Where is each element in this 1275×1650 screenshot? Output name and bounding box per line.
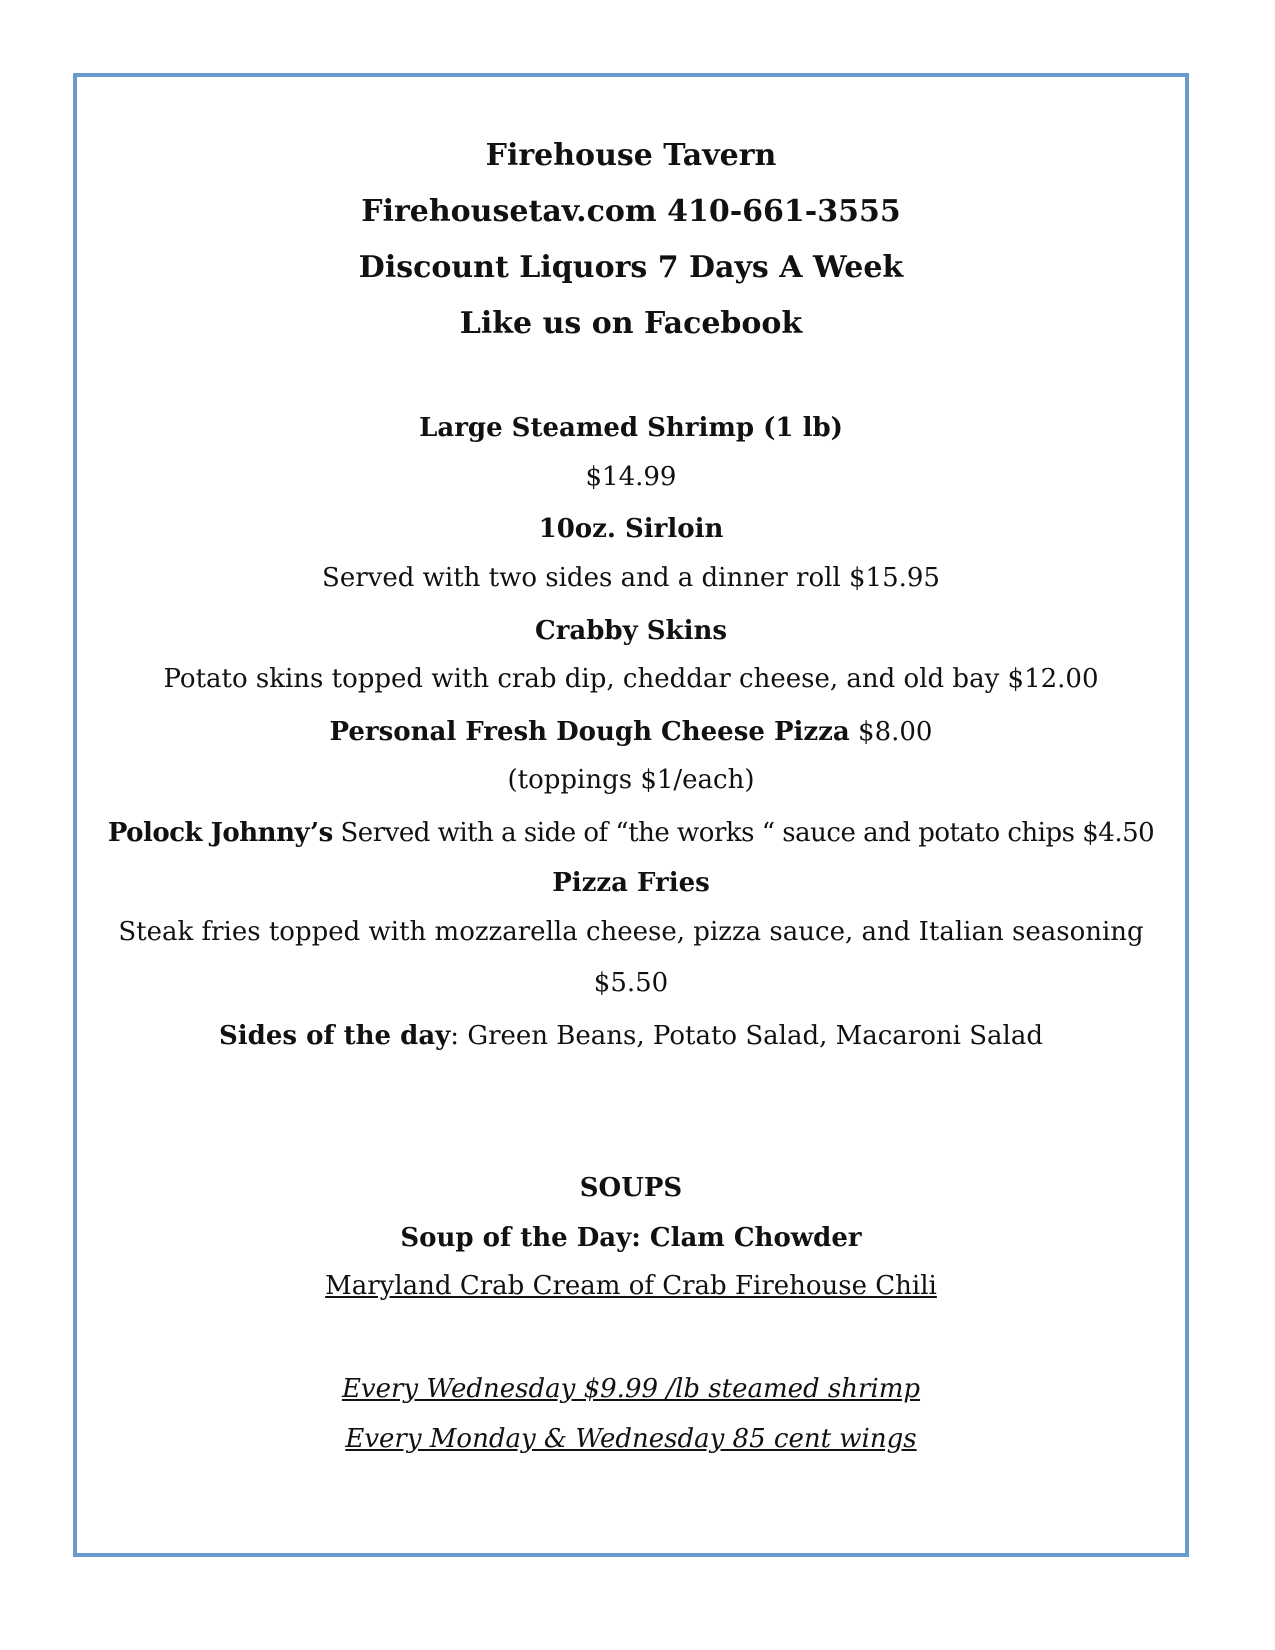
polock-title: Polock Johnny’s <box>107 818 333 848</box>
sides-items: : Green Beans, Potato Salad, Macaroni Salad <box>450 1021 1043 1051</box>
sides-line <box>73 1019 1189 1053</box>
pizza-toppings-note: (toppings $1/each) <box>507 765 755 795</box>
restaurant-name: Firehouse Tavern <box>485 138 777 173</box>
sides-label: Sides of the day <box>219 1021 451 1051</box>
soup-of-the-day: Soup of the Day: Clam Chowder <box>400 1223 862 1253</box>
polock-desc: Served with a side of “the works “ sauce and potato chips $4.50 <box>340 818 1155 848</box>
pizza-fries-price: $5.50 <box>593 968 669 998</box>
sirloin-desc: Served with two sides and a dinner roll $15.95 <box>322 563 940 593</box>
shrimp-price: $14.99 <box>585 462 677 492</box>
soups-heading: SOUPS <box>579 1173 683 1203</box>
soup-list <box>73 1269 1189 1303</box>
polock-line <box>73 816 1189 850</box>
wednesday-special: Every Wednesday $9.99 /lb steamed shrimp <box>341 1374 921 1404</box>
sirloin-title: 10oz. Sirloin <box>538 514 724 544</box>
liquor-promo: Discount Liquors 7 Days A Week <box>358 250 904 285</box>
contact-line: Firehousetav.com 410-661-3555 <box>361 194 901 229</box>
shrimp-title: Large Steamed Shrimp (1 lb) <box>419 413 843 443</box>
menu-border <box>73 73 1189 1557</box>
wings-special: Every Monday & Wednesday 85 cent wings <box>345 1424 917 1454</box>
pizza-fries-title: Pizza Fries <box>552 868 710 898</box>
pizza-title: Personal Fresh Dough Cheese Pizza <box>329 717 850 747</box>
pizza-price: $8.00 <box>858 717 933 747</box>
soup-list-text: Maryland Crab Cream of Crab Firehouse Chili <box>325 1271 937 1301</box>
crabby-skins-title: Crabby Skins <box>535 616 727 646</box>
pizza-line <box>73 715 1189 749</box>
wednesday-special-line <box>73 1372 1189 1406</box>
wings-special-line <box>73 1422 1189 1456</box>
facebook-line: Like us on Facebook <box>459 306 803 341</box>
pizza-fries-desc: Steak fries topped with mozzarella cheese, pizza sauce, and Italian seasoning <box>118 917 1144 947</box>
crabby-skins-desc: Potato skins topped with crab dip, cheddar cheese, and old bay $12.00 <box>163 664 1099 694</box>
